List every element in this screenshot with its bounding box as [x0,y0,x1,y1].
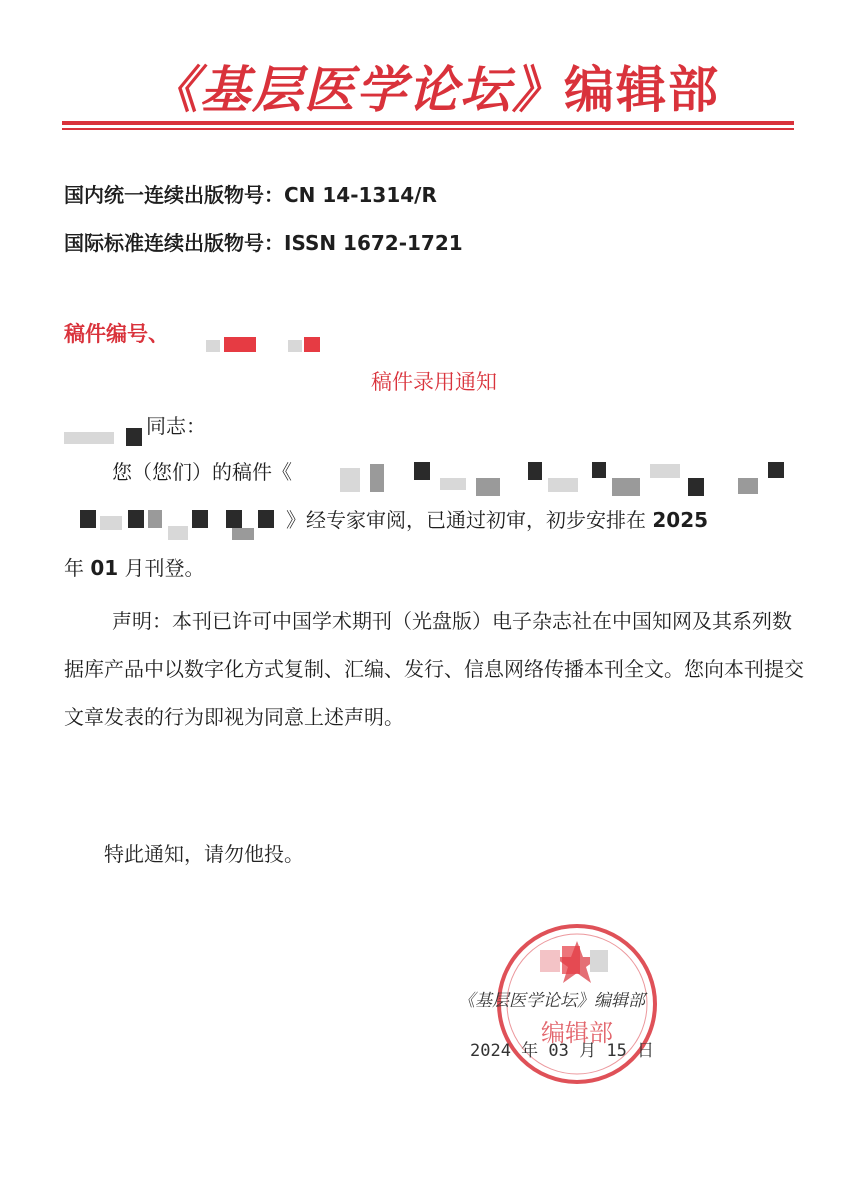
year-unit: 年 [64,556,91,580]
issn-value: ISSN 1672-1721 [284,231,463,255]
acceptance-paragraph [64,448,804,592]
greeting: 同志： [146,414,206,438]
publish-month: 01 [90,556,119,580]
letterhead-suffix: 编辑部 [564,61,720,119]
month-unit: 月刊登。 [118,556,205,580]
closing-remark: 特此通知，请勿他投。 [104,842,304,866]
letterhead-rule-thin [62,128,794,130]
manuscript-number-label: 稿件编号、 [64,322,169,346]
copyright-statement: 声明：本刊已许可中国学术期刊（光盘版）电子杂志社在中国知网及其系列数据库产品中以数字化方式复制、汇编、发行、信息网络传播本刊全文。您向本刊提交文章发表的行为即视为同意上述声明。 [64,609,804,729]
acceptance-text-start: 您（您们）的稿件《 [112,460,292,484]
cn-value: CN 14-1314/R [284,183,437,207]
letterhead-journal-name: 《基层医学论坛》 [148,60,564,119]
letterhead-title [0,50,868,122]
notice-title: 稿件录用通知 [371,370,497,394]
acceptance-text-review: 》经专家审阅，已通过初审，初步安排在 [286,508,653,532]
issn-number-line [64,227,463,256]
seal-center-text: 编辑部 [541,1019,613,1047]
cn-number-line [64,179,437,208]
letterhead-rule-thick [62,121,794,125]
signature-date: 2024 年 03 月 15 日 [470,1041,655,1061]
cn-label: 国内统一连续出版物号： [64,183,284,207]
signature-organization: 《基层医学论坛》编辑部 [458,991,645,1011]
issn-label: 国际标准连续出版物号： [64,231,284,255]
publish-year: 2025 [652,508,709,532]
